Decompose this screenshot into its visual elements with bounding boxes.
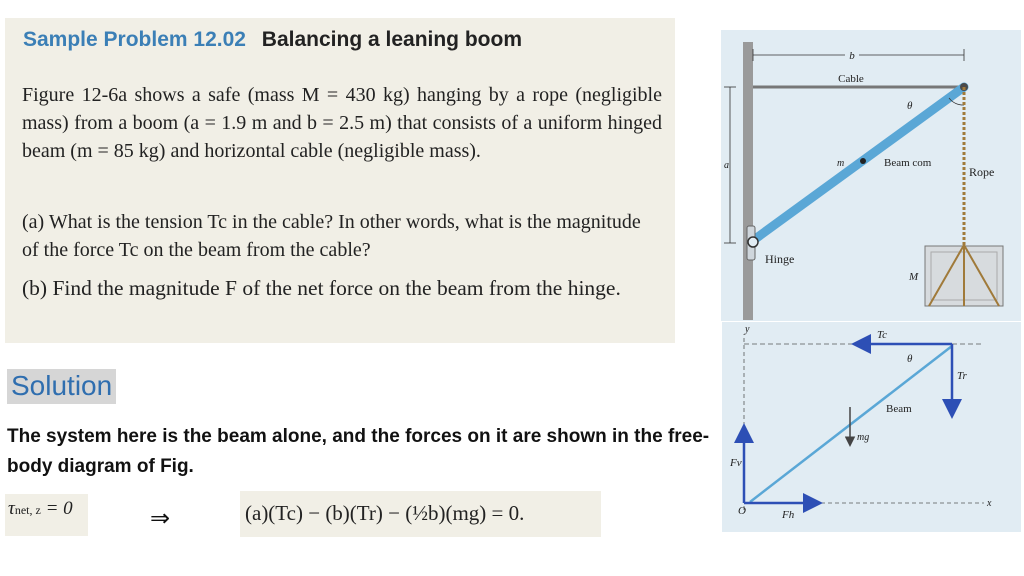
problem-panel bbox=[5, 18, 675, 343]
problem-label: Sample Problem 12.02 bbox=[23, 28, 246, 51]
problem-paragraph: Figure 12-6a shows a safe (mass M = 430 kg) hanging by a rope (negligible mass) from a boom (a = 1.9 m and b = 2.5 m) that consists of a uniform hinged beam (m = 85 kg) and horizontal cable (negligible mass). bbox=[22, 84, 662, 162]
beam bbox=[751, 87, 964, 242]
label-hinge: Hinge bbox=[765, 252, 795, 266]
label-y: y bbox=[745, 324, 750, 335]
problem-header bbox=[23, 28, 522, 52]
torque-condition-text bbox=[8, 498, 73, 520]
label-O: O bbox=[738, 505, 746, 517]
label-m: m bbox=[837, 158, 845, 169]
tau-equals-zero: = 0 bbox=[40, 498, 73, 519]
label-theta-top: θ bbox=[907, 100, 913, 112]
label-fv: Fv bbox=[730, 457, 742, 469]
torque-condition bbox=[5, 494, 88, 536]
fbd-beam bbox=[750, 346, 952, 502]
hinge-pin bbox=[748, 237, 758, 247]
label-x: x bbox=[987, 498, 992, 509]
label-mg: mg bbox=[857, 432, 870, 443]
wall bbox=[743, 42, 753, 320]
label-fh: Fh bbox=[782, 509, 795, 521]
problem-title: Balancing a leaning boom bbox=[261, 28, 522, 51]
torque-equation bbox=[240, 491, 601, 537]
implies-arrow: ⇒ bbox=[150, 504, 171, 532]
label-rope: Rope bbox=[969, 165, 995, 179]
label-beam: Beam bbox=[886, 403, 912, 415]
label-M: M bbox=[909, 271, 919, 283]
solution-heading: Solution bbox=[7, 369, 116, 404]
question-a: (a) What is the tension Tc in the cable? In other words, what is the magnitude of the force Tc on the beam from the cable? bbox=[22, 211, 641, 261]
question-b: (b) Find the magnitude F of the net force on the beam from the hinge. bbox=[22, 276, 621, 300]
tau-subscript: net, z bbox=[14, 503, 41, 517]
free-body-diagram bbox=[722, 322, 1021, 532]
torque-equation-text: (a)(Tc) − (b)(Tr) − (½b)(mg) = 0. bbox=[245, 501, 525, 525]
label-a: a bbox=[724, 160, 729, 171]
label-b: b bbox=[849, 50, 855, 62]
solution-text: The system here is the beam alone, and the forces on it are shown in the free-body diagram of Fig. bbox=[7, 426, 710, 477]
label-beam-com: Beam com bbox=[884, 157, 932, 169]
tau-symbol: τ bbox=[8, 498, 15, 519]
boom-figure-svg bbox=[721, 30, 1021, 321]
boom-figure bbox=[721, 30, 1021, 321]
free-body-diagram-svg bbox=[722, 322, 1021, 532]
beam-com-dot bbox=[860, 158, 866, 164]
label-tc: Tc bbox=[877, 329, 887, 341]
label-cable: Cable bbox=[838, 73, 864, 85]
label-theta-bottom: θ bbox=[907, 353, 913, 365]
label-tr: Tr bbox=[957, 370, 967, 382]
